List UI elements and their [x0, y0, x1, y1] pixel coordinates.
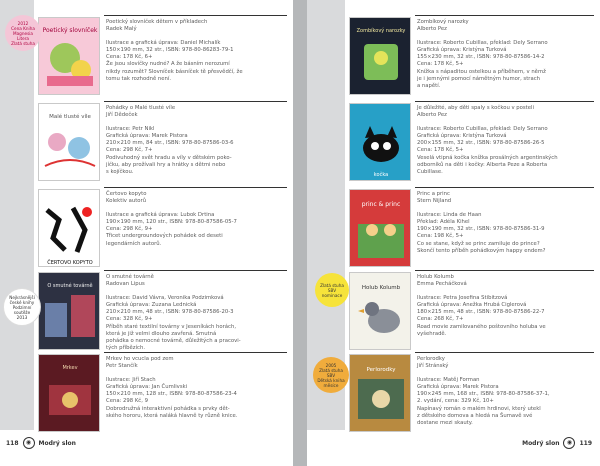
entry-rule: [415, 352, 594, 353]
book-detail: jíčku, aby prožívali hry a hrátky s dětmi nebo: [106, 161, 226, 168]
book-title: Čertovo kopyto: [106, 191, 147, 197]
cover-text: Perlorodky: [366, 367, 396, 373]
book-author: Petr Stančík: [106, 363, 138, 370]
book-detail: s kojíčkou.: [106, 168, 134, 175]
book-entry: [345, 187, 600, 263]
book-detail: Grafická úprava: Marek Pistora: [106, 133, 188, 140]
book-cover: [349, 354, 411, 432]
badge-line: měsíce: [323, 382, 339, 388]
badge-line: české knihy: [9, 299, 35, 305]
book-cover: [349, 189, 411, 267]
book-detail: Cena: 268 Kč, 7+: [417, 316, 464, 323]
book-title: Je důležité, aby děti spaly s kočkou v posteli: [417, 105, 534, 111]
book-detail: 180×215 mm, 48 str., ISBN: 978-80-87586-22-7: [417, 309, 545, 316]
book-title: Pohádky o Malé tlusté víle: [106, 105, 176, 111]
book-entry: [34, 15, 293, 95]
badge-line: 2005: [325, 362, 337, 368]
book-cover: [38, 103, 100, 181]
book-detail: Ilustrace: Matěj Forman: [417, 377, 480, 384]
badge-line: SBV: [327, 287, 337, 293]
entry-rule: [104, 101, 287, 102]
book-detail: 210×210 mm, 48 str., ISBN: 978-80-87586-20-3: [106, 309, 234, 316]
award-badge: [5, 15, 41, 51]
badge-line: Zlatá stuha: [11, 40, 35, 46]
book-detail: Příběh staré textilní továrny v Jeseníkách horách,: [106, 323, 237, 330]
entry-text: [417, 356, 594, 427]
badge-line: Litera: [16, 35, 29, 41]
badge-line: Cena Kniha: [11, 25, 35, 31]
book-detail: Ilustrace: Linda de Haan: [417, 212, 482, 219]
publisher-name: Modrý slon: [522, 439, 560, 447]
book-author: Emma Pecháčková: [417, 281, 467, 288]
book-detail: tomu tak rozhodně není.: [106, 75, 172, 82]
elephant-logo-icon: ◉: [563, 437, 575, 449]
left-page: [0, 0, 293, 466]
entry-text: [106, 191, 287, 248]
elephant-logo-icon: ◉: [23, 437, 35, 449]
book-cover: [349, 272, 411, 350]
award-badge: [3, 288, 41, 326]
cover-text: ČERTOVO KOPYTO: [47, 260, 93, 266]
award-badge: [313, 357, 349, 393]
book-detail: 150×210 mm, 128 str., ISBN: 978-80-87586-23-4: [106, 391, 237, 398]
page-footer: [6, 437, 76, 449]
book-cover: [349, 17, 411, 95]
book-detail: Grafická úprava: Marek Pistora: [417, 384, 499, 391]
book-detail: Podivuhodný svět hradu a víly v dětském poko-: [106, 154, 232, 161]
book-detail: Cubillase.: [417, 168, 443, 175]
entry-rule: [104, 352, 287, 353]
book-detail: vyšehradě.: [417, 330, 447, 337]
book-detail: Grafická úprava: Kristýna Turková: [417, 47, 507, 54]
badge-line: 2013: [16, 314, 28, 320]
book-title: O smutné továrně: [106, 274, 154, 280]
book-entry: [34, 270, 293, 350]
book-detail: Grafická úprava: Kristýna Turková: [417, 133, 507, 140]
book-detail: Napínavý román o malém hrdinovi, který utekl: [417, 405, 541, 412]
entry-text: [106, 19, 287, 83]
cover-text: Holub Kolumb: [361, 285, 401, 291]
badge-line: 2012: [17, 20, 29, 26]
entry-rule: [415, 101, 594, 102]
entry-text: [106, 105, 287, 176]
book-author: Kolektiv autorů: [106, 198, 147, 205]
left-margin-band: [0, 0, 34, 430]
entry-text: [106, 274, 287, 352]
book-detail: tých příbězích.: [106, 344, 146, 351]
book-detail: Knížka s nápaditou ostelkou a příběhem, v němž: [417, 68, 546, 75]
badge-line: nominace: [321, 292, 343, 298]
badge-line: Magnesia: [13, 30, 33, 36]
book-detail: Ilustrace: David Vávra, Veronika Podzimková: [106, 295, 224, 302]
book-author: Alberto Pez: [417, 26, 447, 33]
book-detail: Grafická úprava: Zuzana Lednická: [106, 302, 197, 309]
page-number: 119: [579, 439, 592, 447]
book-detail: Road movie zamilovaného poštovního holuba ve: [417, 323, 546, 330]
book-entry: [345, 352, 600, 428]
book-detail: 190×190 mm, 32 str., ISBN: 978-80-87586-31-9: [417, 226, 545, 233]
book-detail: Cena: 178 Kč, 5+: [417, 147, 464, 154]
book-title: Holub Kolumb: [417, 274, 454, 280]
book-cover: [38, 17, 100, 95]
cover-text: Malé tlusté víle: [49, 114, 91, 120]
cover-text: kočka: [373, 172, 389, 178]
book-entry: [34, 352, 293, 428]
book-detail: nikdy rozumět? Slovníček básníček tě přesvědčí, že: [106, 68, 243, 75]
book-entry: [34, 101, 293, 181]
cover-text: Poetický slovníček: [42, 27, 98, 34]
cover-text: Zombíkový narozky: [356, 28, 406, 34]
book-detail: Ilustrace a grafická úprava: Daniel Michalík: [106, 40, 221, 47]
book-detail: a napětí.: [417, 82, 441, 89]
book-detail: ského hororu, která naláká hlavně ty různě knice.: [106, 412, 238, 419]
book-entry: [345, 101, 600, 181]
book-detail: 155×230 mm, 32 str., ISBN: 978-80-87586-14-2: [417, 54, 545, 61]
book-detail: Dobrodružná interaktivní pohádka s prvky dět-: [106, 405, 230, 412]
page-footer: [522, 437, 592, 449]
book-detail: Grafická úprava: Jan Čumlivski: [106, 384, 188, 391]
entry-text: [417, 19, 594, 90]
entry-rule: [104, 187, 287, 188]
book-title: Zombíkový narozky: [417, 19, 469, 25]
book-detail: 2. vydání, cena: 329 Kč, 10+: [417, 398, 494, 405]
book-spine: [293, 0, 307, 466]
book-detail: Ilustrace: Roberto Cubillas, překlad: Dely Serrano: [417, 126, 548, 133]
cover-text: O smutné továrně: [47, 283, 93, 289]
book-detail: Cena: 328 Kč, 9+: [106, 316, 153, 323]
publisher-name: Modrý slon: [38, 439, 76, 447]
page-number: 118: [6, 439, 19, 447]
entry-rule: [415, 187, 594, 188]
book-detail: odborníků na děti i kočky: Alberta Peze a Roberta: [417, 161, 548, 168]
book-detail: Ilustrace: Roberto Cubillas, překlad: Dely Serrano: [417, 40, 548, 47]
book-cover: [38, 189, 100, 267]
book-detail: Cena: 298 Kč, 9+: [106, 226, 153, 233]
book-detail: Grafická úprava: Anežka Hrubá Ciglerová: [417, 302, 527, 309]
book-detail: Třicet undergroundových pohádek od deseti: [106, 233, 223, 240]
book-author: Jiří Dědeček: [106, 112, 138, 119]
book-detail: Cena: 298 Kč, 9: [106, 398, 148, 405]
book-entry: [345, 270, 600, 350]
entry-rule: [104, 15, 287, 16]
book-detail: je i jemnými pomocí námětným humor, strach: [417, 75, 540, 82]
book-entry: [345, 15, 600, 95]
book-author: Alberto Pez: [417, 112, 447, 119]
book-detail: Cena: 198 Kč, 5+: [417, 233, 464, 240]
book-detail: Překlad: Adéla Kihel: [417, 219, 470, 226]
book-cover: [349, 103, 411, 181]
book-detail: Cena: 178 Kč, 5+: [417, 61, 464, 68]
book-detail: legendárních autorů.: [106, 240, 162, 247]
entry-text: [417, 105, 594, 176]
entry-rule: [415, 15, 594, 16]
book-cover: [38, 272, 100, 350]
badge-line: Zlatá stuha: [319, 367, 343, 373]
entry-text: [417, 191, 594, 255]
book-detail: Ilustrace: Jiří Stach: [106, 377, 156, 384]
entry-rule: [415, 270, 594, 271]
book-detail: Co se stane, když se princ zamiluje do prince?: [417, 240, 540, 247]
book-detail: 150×190 mm, 32 str., ISBN: 978-80-86283-79-1: [106, 47, 234, 54]
book-title: Princ a princ: [417, 191, 450, 197]
book-detail: Že jsou slovíčky nudné? A že básním nerozumí: [106, 61, 230, 68]
badge-line: Dětská kniha: [317, 377, 345, 383]
book-title: Poetický slovníček dětem v příkladech: [106, 19, 208, 25]
entry-rule: [104, 270, 287, 271]
book-detail: z dětského domova a hledá na Šumavě své: [417, 412, 533, 419]
book-detail: Skončí tento příběh pohádkovým happy endem?: [417, 247, 546, 254]
book-author: Radovan Lipus: [106, 281, 145, 288]
book-detail: Cena: 178 Kč, 6+: [106, 54, 153, 61]
book-detail: Ilustrace: Petr Nikl: [106, 126, 155, 133]
entry-text: [417, 274, 594, 338]
book-detail: Veselá vtipná kočka knížka prosálných argentinských: [417, 154, 558, 161]
book-author: Stern Nijland: [417, 198, 452, 205]
book-detail: 190×190 mm, 120 str., ISBN: 978-80-87586-05-7: [106, 219, 237, 226]
badge-line: SBV: [326, 372, 336, 378]
badge-line: Nejkrásnější: [9, 294, 35, 300]
award-badge: [315, 273, 349, 307]
book-detail: Cena: 298 Kč, 7+: [106, 147, 153, 154]
book-detail: Ilustrace a grafická úprava: Lubok Drtina: [106, 212, 215, 219]
entry-text: [106, 356, 287, 420]
right-page: [307, 0, 600, 466]
book-detail: která je již velmi dlouho zavřená. Smutná: [106, 330, 217, 337]
book-entry: [34, 187, 293, 266]
book-detail: 210×210 mm, 84 str., ISBN: 978-80-87586-03-6: [106, 140, 234, 147]
book-detail: 200×155 mm, 32 str., ISBN: 978-80-87586-26-5: [417, 140, 545, 147]
badge-line: soutěže: [13, 309, 31, 315]
book-title: Perlorodky: [417, 356, 445, 362]
book-title: Mrkev ho vcucla pod zem: [106, 356, 174, 362]
cover-text: Mrkev: [62, 365, 78, 371]
badge-line: Zlatá stuha: [320, 282, 344, 288]
book-detail: Ilustrace: Petra Josefina Stibitzová: [417, 295, 508, 302]
book-detail: dostane mezi skauty.: [417, 419, 473, 426]
book-cover: [38, 354, 100, 432]
cover-text: princ & princ: [361, 201, 401, 208]
book-author: Radek Malý: [106, 26, 137, 33]
book-author: Jiří Stránský: [417, 363, 449, 370]
book-detail: 190×245 mm, 168 str., ISBN: 978-80-87586-37-1,: [417, 391, 550, 398]
book-detail: pohádka o nemocné továrně, důležitých a pracovi-: [106, 337, 241, 344]
badge-line: Podzimní: [12, 304, 32, 310]
